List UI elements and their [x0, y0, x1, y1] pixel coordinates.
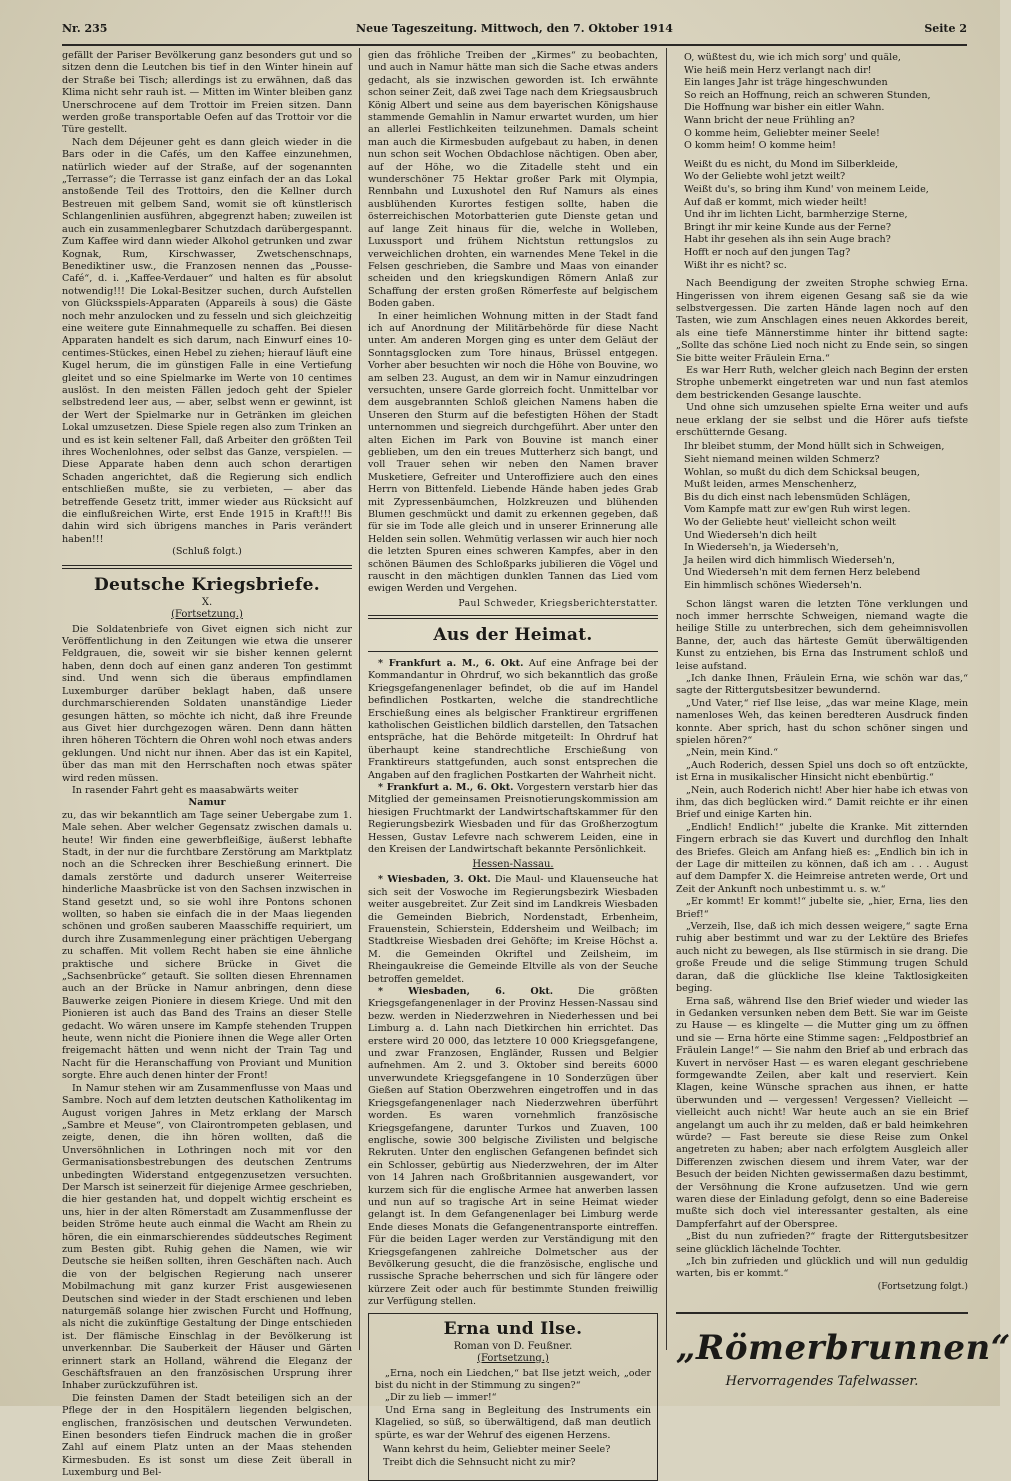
verse-line: Die Hoffnung war bisher ein eitler Wahn.: [684, 102, 885, 114]
verse-line: Wann bricht der neue Frühling an?: [684, 114, 855, 126]
kriegsbriefe-paragraph: Die feinsten Damen der Stadt beteiligen sich an der Pflege der in den Hospitälern liegenden belgischen, englischen, französischen und deutschen Verwundeten. Einen besonders tiefen Eindruck machen die in großer Zahl auf einem Platz unten an der Maas stehenden Kirmesbuden. Es ist sonst um diese Zeit überall in Luxemburg und Bel-: [62, 1392, 352, 1479]
page-header: [62, 18, 967, 46]
kriegsbriefe-place: Namur: [188, 797, 226, 809]
verse-line: Sieht niemand meinen wilden Schmerz?: [684, 453, 880, 465]
verse-line: O, wüßtest du, wie ich mich sorg' und quäle,: [684, 52, 901, 63]
heimat-subhead: Hessen-Nassau.: [472, 859, 554, 871]
roman-paragraph: „Verzeih, Ilse, daß ich mich dessen weigere,“ sagte Erna ruhig aber bestimmt und war zu der Lektüre des Briefes auch nicht zu bewegen, als Ilse stürmisch in sie drang. Die große Freude und die selige Stimmung trugen Schuld daran, daß die glückliche Ilse kleine Taktlosigkeiten beging.: [676, 921, 968, 995]
roman-paragraph: Schon längst waren die letzten Töne verklungen und noch immer herrschte Schweigen, niemand wagte die heilige Stille zu unterbrechen, sich dem geheimnisvollen Banne, der, auch das härteste Gemüt überwältigenden Kunst zu entziehen, bis Erna das Instrument schloß und leise aufstand.: [676, 598, 968, 672]
verse-line: Weißt du's, so bring ihm Kund' von meinem Leide,: [684, 183, 929, 195]
verse-line: Treibt dich die Sehnsucht nicht zu mir?: [383, 1456, 576, 1468]
column-rule: [666, 48, 667, 1350]
roman-continued-note: (Fortsetzung folgt.): [877, 1280, 968, 1292]
roman-verse: [375, 1444, 651, 1469]
roman-paragraph: „Und Vater,“ rief Ilse leise, „das war meine Klage, mein namenloses Weh, das keinen beredteren Ausdruck finden konnte. Aber sprich, hast du schon schöner singen und spielen hören?“: [676, 697, 968, 746]
roman-title: Erna und Ilse.: [443, 1318, 583, 1339]
paris-article-paragraph: gefällt der Pariser Bevölkerung ganz besonders gut und so sitzen denn die Leutchen bis tief in den Winter hinein auf der Straße bei Tisch; allerdings ist zu erwähnen, daß das Klima nicht sehr rauh ist. — Mitten im Winter bleiben ganz Unerschrocene auf dem Trottoir im Freien sitzen. Dann werden große transportable Oefen auf das Trottoir vor die Türe gestellt.: [62, 50, 352, 136]
roemerbrunnen-advertisement: [676, 1312, 1011, 1394]
column-rule: [359, 48, 360, 1350]
news-text: Auf eine Anfrage bei der Kommandantur in Ohrdruf, wo sich bekanntlich das große Kriegsgefangenenlager befindet, ob die auf im Handel befindlichen Postkarten, welche die standrechtliche Erschießung eines als belgischer Franktireur ergriffenen katholischen Geistlichen bildlich darstellen, den Tatsachen entspräche, hat die Behörde mitgeteilt: In Ohrdruf hat überhaupt keine standrechtliche Erschießung von Franktireurs stattgefunden, auch sonst entsprechen die Angaben auf den fraglichen Postkarten der Wahrheit nicht.: [368, 657, 658, 781]
verse-line: Vom Kampfe matt zur ew'gen Ruh wirst legen.: [684, 504, 911, 516]
kriegsbriefe-byline: Paul Schweder, Kriegsberichterstatter.: [458, 597, 658, 609]
verse-line: Auf daß er kommt, mich wieder heilt!: [684, 196, 867, 208]
kriegsbriefe-paragraph: Die Soldatenbriefe von Givet eignen sich nicht zur Veröffentlichung in den Zeitungen wie etwa die unserer Feldgrauen, die, soweit wir sie bisher kennen gelernt haben, denn doch auf einen ganz anderen Ton gestimmt sind. Und wenn sich die überaus empfindlamen Luxemburger darüber beklagt haben, daß unsere durchmarschierenden Soldaten unanständige Lieder gesungen hätten, so möchte ich nicht, daß ihre Freunde aus Givet hier durchgezogen wären. Denn dann hätten ihren höheren Töchtern die Ohren wohl noch etwas anders geklungen. Und nicht nur ihnen. Aber das ist ein Kapitel, über das man mit den Herrschaften noch etwas später wird reden müssen.: [62, 623, 352, 784]
news-text: Die Maul- und Klauenseuche hat sich seit der Voswoche im Regierungsbezirk Wiesbaden weiter ausgebreitet. Zur Zeit sind im Landkreis Wiesbaden die Gemeinden Biebrich, Nordenstadt, Erbenheim, Frauenstein, Schierstein, Eddersheim und Weilbach; im Stadtkreise Wiesbaden drei Gehöfte; im Kreise Höchst a. M. die Gemeinden Okriftel und Zeilsheim, im Rheingaukreise die Gemeinde Eltville als von der Seuche betroffen gemeldet.: [368, 874, 658, 985]
kriegsbriefe-number: X.: [201, 596, 213, 608]
verse-line: Ein himmlisch schönes Wiederseh'n.: [684, 579, 862, 591]
roman-paragraph: „Erna, noch ein Liedchen,“ bat Ilse jetzt weich, „oder bist du nicht in der Stimmung zu singen?“: [375, 1367, 651, 1391]
roman-paragraph: „Auch Roderich, dessen Spiel uns doch so oft entzückte, ist Erna in musikalischer Hinsicht nicht ebenbürtig.“: [676, 759, 968, 784]
verse-line: So reich an Hoffnung, reich an schweren Stunden,: [684, 89, 931, 101]
verse-line: Bis du dich einst nach lebensmüden Schlägen,: [684, 491, 911, 503]
verse-line: Und ihr im lichten Licht, barmherzige Sterne,: [684, 209, 908, 221]
roman-paragraph: „Ich bin zufrieden und glücklich und will nun geduldig warten, bis er kommt.“: [676, 1256, 968, 1280]
verse-line: Und Wiederseh'n dich heilt: [684, 529, 817, 541]
page-label: Seite 2: [924, 22, 967, 35]
verse-line: Wie heiß mein Herz verlangt nach dir!: [684, 64, 872, 76]
paris-article-end-note: (Schluß folgt.): [172, 546, 242, 558]
heimat-title-rule: [368, 651, 658, 652]
kriegsbriefe-paragraph: In einer heimlichen Wohnung mitten in der Stadt fand ich auf Anordnung der Militärbehörde für diese Nacht unter. Am anderen Morgen ging es unter dem Geläut der Sonntagsglocken zum Tore hinaus, Brüssel entgegen. Vorher aber besuchten wir noch die Höhe von Bouvine, wo am selben 23. August, an dem wir in Namur einzudringen versuchten, unsere Garde glorreich focht. Unmittelbar vor dem ausgebrannten Schloß gleichen Namens haben die Unseren den Sturm auf die befestigten Höhen der Stadt unternommen und siegreich durchgeführt. Aber unter den alten Eichen im Park von Bouvine ist manch einer geblieben, um den ein treues Mutterherz sich bangt, und voll Trauer sehen wir neben den Namen braver Musketiere, Gefreiter und Unteroffiziere auch den eines Herrn von Bittenfeld. Liebende Hände haben jedes Grab mit Zypressenbäumchen, Holzkreuzen und blühenden Blumen geschmückt und damit zu erkennen gegeben, daß für sie im Tode alle gleich und in unserer Erinnerung alle Helden sein sollen. Wehmütig verlassen wir auch hier noch die letzten Spuren eines schweren Kampfes, aber in den schönen Bäumen des Schloßparks jubilieren die Vögel und rauscht in den mächtigen dunklen Tannen das Lied vom ewigen Werden und Vergehen.: [368, 310, 658, 595]
masthead-line: Neue Tageszeitung. Mittwoch, den 7. Oktober 1914: [356, 22, 673, 35]
kriegsbriefe-paragraph: In Namur stehen wir am Zusammenflusse von Maas und Sambre. Noch auf dem letzten deutschen Katholikentag im August vorigen Jahres in Metz erklang der Marsch „Sambre et Meuse“, von Clairontrompeten geblasen, und zeigte, denen, die ihn hören wollten, daß die Unversöhnlichen in Lothringen noch mit vor den Germanisationsbestrebungen des deutschen Zentrums unbedingten Widerstand entgegenzusetzen versuchten. Der Marsch ist seinerzeit für diejenige Armee geschrieben, die hier gestanden hat, und doppelt wichtig erscheint es uns, hier in der alten Römerstadt am Zusammenflusse der beiden Ströme heute auch einmal die Wacht am Rhein zu hören, die ein einmarschierendes süddeutsches Regiment zum Besten gibt. Ruhig gehen die Namen, wie wir Deutsche sie heißen sollten, ihren Geschäften nach. Auch die von der belgischen Regierung nach unserer Mobilmachung mit ganz kurzer Frist ausgewiesenen Deutschen sind wieder in der Stadt erschienen und leben naturgemäß solange hier zwischen Furcht und Hoffnung, als nicht die zukünftige Gestaltung der Dinge entschieden ist. Der flämische Einschlag in der Bevölkerung ist unverkennbar. Die Sauberkeit der Häuser und Gärten erinnert stark an Holland, während die Eleganz der Geschäftsfrauen an den französischen Ursprung ihrer Inhaber zurückzuführen ist.: [62, 1082, 352, 1392]
verse-line: O komme heim, Geliebter meiner Seele!: [684, 127, 880, 139]
roman-paragraph: „Er kommt! Er kommt!“ jubelte sie, „hier, Erna, lies den Brief!“: [676, 896, 968, 920]
verse-line: Mußt leiden, armes Menschenherz,: [684, 479, 857, 491]
roman-paragraph: Nach Beendigung der zweiten Strophe schwieg Erna. Hingerissen von ihrem eigenen Gesang saß sie da wie selbstvergessen. Die zarten Hände lagen noch auf den Tasten, wie zum Anschlagen eines neuen Akkordes bereit, als eine tiefe Männerstimme hinter ihr bittend sagte: „Sollte das schöne Lied noch nicht zu Ende sein, so singen Sie bitte weiter Fräulein Erna.“: [676, 278, 968, 364]
roman-paragraph: „Dir zu lieb — immer!“: [385, 1392, 497, 1404]
section-divider: [368, 615, 658, 619]
verse-line: O komm heim! O komme heim!: [684, 140, 836, 152]
verse-line: Weißt du es nicht, du Mond im Silberkleide,: [684, 158, 899, 170]
verse-line: Ihr bleibet stumm, der Mond hüllt sich in Schweigen,: [684, 441, 945, 453]
verse-line: Ein langes Jahr ist träge hingeschwunden: [684, 77, 888, 89]
news-text: Die größten Kriegsgefangenenlager in der Provinz Hessen-Nassau sind bezw. werden in Niederzwehren in Niederhessen und bei Limburg a. d. Lahn nach Dietkirchen hin errichtet. Das erstere wird 20 000, das letztere 10 000 Kriegsgefangene, und zwar Franzosen, Engländer, Russen und Belgier aufnehmen. Am 2. und 3. Oktober sind bereits 6000 unverwundete Kriegsgefangene in 10 Sonderzügen über Gießen auf Station Oberzwehren eingetroffen und in das Kriegsgefangenenlager nach Niederzwehren überführt worden. Es waren vornehmlich französische Kriegsgefangene, darunter Turkos und Zuaven, 100 englische, sowie 300 belgische Zivilisten und belgische Rekruten. Unter den englischen Gefangenen befindet sich ein Schlosser, gebürtig aus Niederzwehren, der im Alter von 14 Jahren nach Großbritannien ausgewandert, vor kurzem sich für die englische Armee hat anwerben lassen und nun auf so tragische Art in seine Heimat wieder gelangt ist. In dem Gefangenenlager bei Limburg werde Ende dieses Monats die Gefangenentransporte eintreffen. Für die beiden Lager werden zur Verständigung mit den Kriegsgefangenen zahlreiche Dolmetscher aus der Bevölkerung gesucht, die die französische, englische und russische Sprache beherrschen und sich für längere oder kürzere Zeit oder auch für bestimmte Stunden freiwillig zur Verfügung stellen.: [368, 986, 658, 1308]
roman-paragraph: „Bist du nun zufrieden?“ fragte der Rittergutsbesitzer seine glücklich lächelnde Tochter.: [676, 1231, 968, 1255]
roman-paragraph: „Ich danke Ihnen, Fräulein Erna, wie schön war das,“ sagte der Rittergutsbesitzer bewundernd.: [676, 672, 968, 697]
news-dateline: * Wiesbaden, 3. Okt.: [378, 874, 491, 886]
kriegsbriefe-paragraph: gien das fröhliche Treiben der „Kirmes“ zu beobachten, und auch in Namur hätte man sich die Sache etwas anders gedacht, als sie inzwischen geworden ist. Ich erwähnte schon seiner Zeit, daß zwei Tage nach dem Kriegsausbruch König Albert und seine aus dem bayerischen Königshause stammende Gemahlin in Namur erwartet wurden, um hier an allerlei Festlichkeiten teilzunehmen. Damals scheint man auch die Kirmesbuden aufgebaut zu haben, in denen nun schon seit Wochen Obdachlose nächtigen. Oben aber, auf der Höhe, wo die Zitadelle steht und ein wunderschöner 75 Hektar großer Park mit Olympia, Rennbahn und Luxushotel den Ruf Namurs als eines ausblühenden Kurortes festigen sollte, haben die österreichischen Motorbatterien gute Dienste getan und auf lange Zeit hinaus für die, welche in Wolleben, Luxussport und frühem Nichtstun rettungslos zu verweichlichen drohten, ein warnendes Mene Tekel in die Felsen geschrieben, die Sambre und Maas von einander scheiden und den kriegskundigen Römern Anlaß zur Schaffung der ersten großen Römerfeste auf belgischem Boden gaben.: [368, 50, 658, 310]
news-text: Vorgestern verstarb hier das Mitglied der gemeinsamen Preisnotierungskommission am hiesigen Fruchtmarkt der Landwirtschaftskammer für den Regierungsbezirk Wiesbaden und für das Großherzogtum Hessen, Gustav Lefevre nach schwerem Leiden, eine in den Kreisen der Landwirtschaft bekannte Persönlichkeit.: [368, 781, 658, 855]
news-dateline: * Wiesbaden, 6. Okt.: [378, 986, 554, 998]
song-stanza-2: [676, 159, 968, 272]
verse-line: Und Wiederseh'n mit dem fernen Herz belebend: [684, 567, 921, 579]
roman-note: (Fortsetzung.): [477, 1352, 549, 1364]
kriegsbriefe-paragraph: In rasender Fahrt geht es maasabwärts weiter: [72, 784, 299, 796]
kriegsbriefe-paragraph: zu, das wir bekanntlich am Tage seiner Uebergabe zum 1. Male sehen. Aber welcher Gegensatz zwischen damals u. heute! Wir finden eine gewerbfleißige, äußerst lebhafte Stadt, in der nur die furchtbare Zerstörung am Marktplatz noch an die Schrecken ihrer Beschießung erinnert. Die damals zerstörte und dadurch unserer Weiterreise hinderliche Maasbrücke ist von den Sachsen inzwischen in Stand gesetzt und, so sie wohl ihre Pontons schonen wollten, so haben sie einfach die in der Maas liegenden schönen und großen sauberen Maasschiffe requiriert, um durch ihre Zusammenlegung einer prächtigen Uebergang zu schaffen. Mit vollem Recht haben sie eine ähnliche praktische und sichere Brücke in Givet die „Sachsenbrücke“ getauft. Sie sollten diesen Ehrennamen auch an der Brücke in Namur anbringen, denn diese Bauwerke zeigen Pioniere in diesem Kriege. Und mit den Pionieren ist auch das Band des Trains an dieser Stelle gedacht. Wo wären unsere im Kampfe stehenden Truppen heute, wenn nicht die Pioniere ihnen die Wege aller Orten freigemacht hätten und wenn nicht der Train Tag und Nacht für die Heranschaffung von Proviant und Munition sorgte. Ehre auch denen hinter der Front!: [62, 809, 352, 1082]
verse-line: Wo der Geliebte wohl jetzt weilt?: [684, 171, 846, 183]
serial-novel-box: [368, 1313, 658, 1481]
verse-line: Wo der Geliebte heut' vielleicht schon weilt: [684, 516, 896, 528]
song-stanza-1: [676, 52, 968, 153]
verse-line: Habt ihr gesehen als ihn sein Auge brach?: [684, 234, 891, 246]
heimat-title: Aus der Heimat.: [433, 624, 593, 645]
roman-paragraph: „Endlich! Endlich!“ jubelte die Kranke. Mit zitternden Fingern erbrach sie das Kuvert und durchflog den Inhalt des Briefes. Gleich am Anfang hieß es: „Endlich bin ich in der Lage dir mitteilen zu können, daß ich am . . . August auf dem Dampfer X. die Heimreise antreten werde, Ort und Zeit der Ankunft noch unbestimmt u. s. w.“: [676, 821, 968, 895]
roman-paragraph: Und Erna sang in Begleitung des Instruments ein Klagelied, so süß, so überwältigend, daß man deutlich spürte, es war der Wehruf des eigenen Herzens.: [375, 1404, 651, 1441]
roman-paragraph: „Nein, mein Kind.“: [686, 747, 778, 759]
verse-line: Wohlan, so mußt du dich dem Schicksal beugen,: [684, 466, 920, 478]
verse-line: Bringt ihr mir keine Kunde aus der Ferne?: [684, 221, 891, 233]
roman-author: Roman von D. Feußner.: [453, 1340, 573, 1352]
roman-paragraph: Und ohne sich umzusehen spielte Erna weiter und aufs neue erklang der sie selbst und die Hörer aufs tiefste erschütternde Gesang.: [676, 402, 968, 438]
kriegsbriefe-title: Deutsche Kriegsbriefe.: [93, 574, 320, 595]
paris-article-paragraph: Nach dem Déjeuner geht es dann gleich wieder in die Bars oder in die Cafés, um den Kaffee einzunehmen, natürlich wieder auf der Straße, auf der sogenannten „Terrasse“; die Terrasse ist ganz einfach der an das Lokal anstoßende Teil des Trottoirs, den die Kellner durch Bestreuen mit gelbem Sand, womit sie oft künstlerisch Schlangenlinien ausführen, abgegrenzt haben; zuweilen ist auch ein zusammenlegbarer Schutzdach darübergespannt. Zum Kaffee wird dann wieder Alkohol getrunken und zwar Kognak, Rum, Kirschwasser, Zwetschenschnaps, Benediktiner usw., die Franzosen nennen das „Pousse-Café“, d. i. „Kaffee-Verdauer“ und halten es für absolut notwendig!!! Die Lokal-Besitzer suchen, durch Aufstellen von Glücksspiels-Apparaten (Appareils à sous) die Gäste noch mehr anzulocken und zu fesseln und sich gleichzeitig eine weitere gute Einnahmequelle zu schaffen. Bei diesen Apparaten handelt es sich darum, nach Einwurf eines 10-centimes-Stückes, einen Hebel zu ziehen; hierauf läuft eine Kugel herum, die im günstigen Falle in eine Vertiefung gleitet und so eine Spielmarke im Werte von 10 centimes auslöst. In den meisten Fällen jedoch geht der Spieler selbstredend leer aus, — aber, selbst wenn er gewinnt, ist der Wert der Spielmarke nur in Getränken im gleichen Lokal umzusetzen. Diese Spiele regen also zum Trinken an und es ist kein seltener Fall, daß Arbeiter den größten Teil ihres Wochenlohnes, oder selbst das Ganze, verspielen. — Diese Apparate haben denn auch schon derartigen Schaden angerichtet, daß die Regierung sich endlich entschließen mußte, sie zu verbieten, — aber das betreffende Gesetz tritt, immer wieder aus Rücksicht auf die einflußreichen Wirte, erst Ende 1915 in Kraft!!! Bis dahin wird sich übrigens manches in Paris verändert haben!!!: [62, 136, 352, 545]
verse-line: Wann kehrst du heim, Geliebter meiner Seele?: [383, 1444, 611, 1456]
verse-line: Ja heilen wird dich himmlisch Wiederseh'n,: [684, 554, 895, 566]
ad-tagline: Hervorragendes Tafelwasser.: [725, 1374, 919, 1389]
column-1: [62, 50, 352, 1479]
news-dateline: * Frankfurt a. M., 6. Okt.: [378, 657, 524, 669]
verse-line: In Wiederseh'n, ja Wiederseh'n,: [684, 542, 839, 554]
kriegsbriefe-note: (Fortsetzung.): [171, 608, 243, 620]
section-divider: [62, 565, 352, 569]
verse-line: Hofft er noch auf den jungen Tag?: [684, 246, 851, 258]
roman-paragraph: Erna saß, während Ilse den Brief wieder und wieder las in Gedanken versunken neben dem Bett. Sie war im Geiste zu Hause — es klingelte — die Mutter ging um zu öffnen und sie — Erna hörte eine Stimme sagen: „Feldpostbrief an Fräulein Lange!“ — Sie nahm den Brief ab und erbrach das Kuvert in nervöser Hast — es waren elegant geschriebene formgewandte Zeilen, aber kalt und reserviert. Kein Klagen, keine Wünsche sprachen aus ihnen, er hatte überwunden und — vergessen! Vergessen? Vielleicht — vielleicht auch nicht! War heute auch an sie ein Brief angelangt um auch ihr zu melden, daß er bald heimkehren würde? — Fast bereute sie diese Reise zum Onkel angetreten zu haben; aber nach erfolgtem Ausgleich aller Differenzen zwischen diesem und ihrem Vater, war der Besuch der beiden Nichten gewissermaßen dazu bestimmt, der Versöhnung die Krone aufzusetzen. Und wie gern waren diese der Einladung gefolgt, denn so eine Badereise mußte sich doch viel interessanter gestalten, als eine Dampferfahrt auf der Oberspree.: [676, 995, 968, 1230]
page-number: Nr. 235: [62, 22, 108, 35]
column-3: [676, 50, 968, 1292]
ad-brand: „Römerbrunnen“: [676, 1328, 1011, 1368]
song-stanza-3: [676, 441, 968, 592]
roman-paragraph: Es war Herr Ruth, welcher gleich nach Beginn der ersten Strophe unbemerkt eingetreten war und nun fast atemlos dem bestrickenden Gesange lauschte.: [676, 364, 968, 401]
roman-paragraph: „Nein, auch Roderich nicht! Aber hier habe ich etwas von ihm, das dich beglücken wird.“ Damit reichte er ihr einen Brief und einige Karten hin.: [676, 784, 968, 821]
column-2: [368, 50, 658, 1468]
verse-line: Wißt ihr es nicht? sc.: [684, 259, 787, 271]
news-dateline: * Frankfurt a. M., 6. Okt.: [378, 781, 514, 793]
